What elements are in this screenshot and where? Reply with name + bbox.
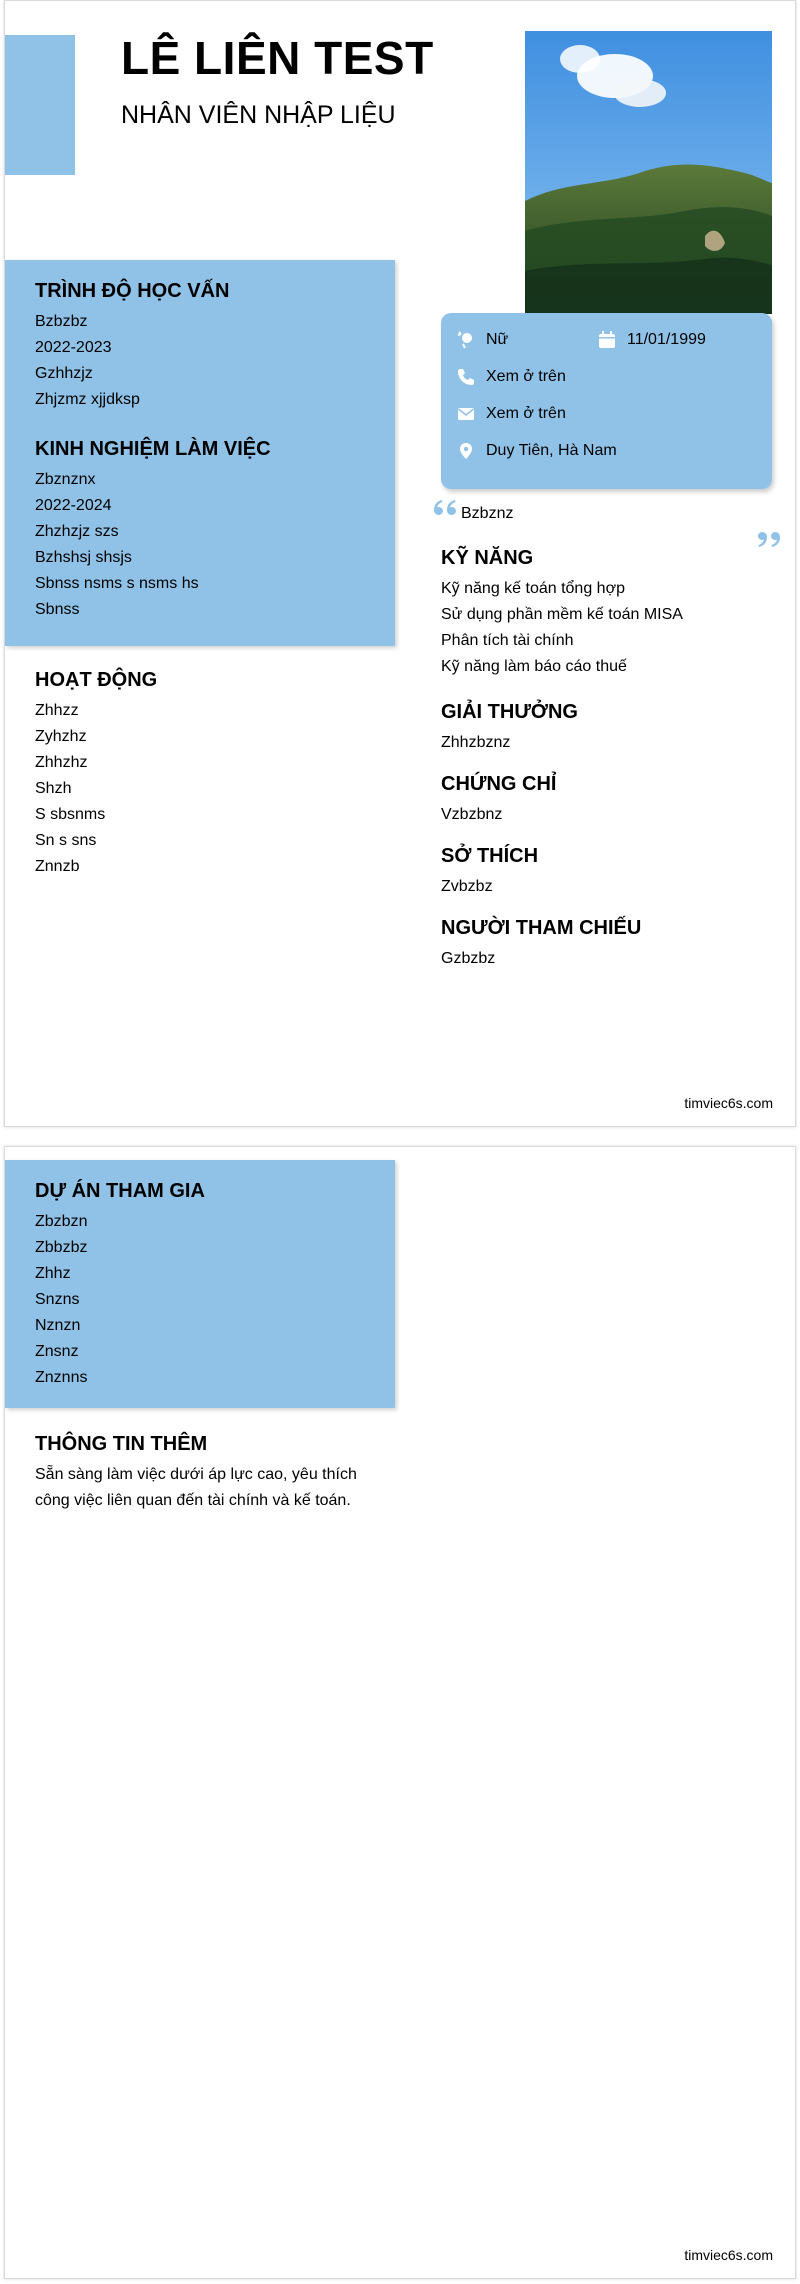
skills-section xyxy=(441,547,683,680)
phone-value: Xem ở trên xyxy=(486,368,566,385)
skill-line: Sử dụng phần mềm kế toán MISA xyxy=(441,606,683,623)
activity-line: Znnzb xyxy=(35,858,80,875)
certificates-section xyxy=(441,773,556,828)
job-title: NHÂN VIÊN NHẬP LIỆU xyxy=(121,101,396,129)
project-line: Nznzn xyxy=(35,1317,81,1334)
footer-brand: timviec6s.com xyxy=(684,2247,773,2263)
calendar-icon xyxy=(598,331,616,349)
activity-line: Sn s sns xyxy=(35,832,97,849)
skills-title: KỸ NĂNG xyxy=(441,547,534,569)
hobbies-section xyxy=(441,845,538,900)
experience-line: Sbnss xyxy=(35,601,80,618)
additional-info-line: Sẵn sàng làm việc dưới áp lực cao, yêu thích xyxy=(35,1466,357,1483)
address-value: Duy Tiên, Hà Nam xyxy=(486,442,617,459)
experience-line: Sbnss nsms s nsms hs xyxy=(35,575,199,592)
additional-info-section xyxy=(35,1433,357,1514)
email-icon xyxy=(457,405,475,423)
education-section xyxy=(35,280,229,413)
header-accent-block xyxy=(5,35,75,175)
hobby-line: Zvbzbz xyxy=(441,878,493,895)
phone-icon xyxy=(457,368,475,386)
awards-section xyxy=(441,701,578,756)
education-line: Bzbzbz xyxy=(35,313,88,330)
experience-line: Zbznznx xyxy=(35,471,96,488)
skill-line: Phân tích tài chính xyxy=(441,632,574,649)
certificates-title: CHỨNG CHỈ xyxy=(441,773,557,795)
references-section xyxy=(441,917,641,972)
additional-info-line: công việc liên quan đến tài chính và kế toán. xyxy=(35,1492,351,1509)
additional-info-title: THÔNG TIN THÊM xyxy=(35,1433,208,1455)
award-line: Zhhzbznz xyxy=(441,734,511,751)
project-line: Znznns xyxy=(35,1369,88,1386)
activity-line: Zyhzhz xyxy=(35,728,87,745)
education-line: Gzhhzjz xyxy=(35,365,93,382)
project-line: Zbzbzn xyxy=(35,1213,88,1230)
gender-item xyxy=(457,331,508,349)
activities-section xyxy=(35,669,157,880)
profile-photo xyxy=(525,31,772,314)
experience-section xyxy=(35,438,271,623)
projects-section xyxy=(35,1180,205,1391)
skill-line: Kỹ năng làm báo cáo thuế xyxy=(441,658,627,675)
quote-open-icon xyxy=(433,498,457,523)
quote-text: Bzbznz xyxy=(461,505,514,522)
email-value: Xem ở trên xyxy=(486,405,566,422)
education-line: 2022-2023 xyxy=(35,339,112,356)
references-title: NGƯỜI THAM CHIẾU xyxy=(441,917,642,939)
experience-line: Zhzhzjz szs xyxy=(35,523,119,540)
education-title: TRÌNH ĐỘ HỌC VẤN xyxy=(35,280,230,302)
experience-line: Bzhshsj shsjs xyxy=(35,549,132,566)
projects-panel xyxy=(5,1160,395,1408)
education-experience-panel xyxy=(5,260,395,646)
phone-item xyxy=(457,368,566,386)
experience-line: 2022-2024 xyxy=(35,497,112,514)
hobbies-title: SỞ THÍCH xyxy=(441,845,539,867)
awards-title: GIẢI THƯỞNG xyxy=(441,701,578,723)
project-line: Zhhz xyxy=(35,1265,71,1282)
experience-title: KINH NGHIỆM LÀM VIỆC xyxy=(35,438,271,460)
cv-page-2 xyxy=(4,1146,796,2279)
candidate-name: LÊ LIÊN TEST xyxy=(121,32,434,84)
project-line: Znsnz xyxy=(35,1343,79,1360)
activity-line: Shzh xyxy=(35,780,72,797)
gender-value: Nữ xyxy=(486,331,509,348)
activity-line: Zhhzhz xyxy=(35,754,88,771)
reference-line: Gzbzbz xyxy=(441,950,496,967)
footer-brand: timviec6s.com xyxy=(684,1095,773,1111)
activity-line: Zhhzz xyxy=(35,702,79,719)
birthday-value: 11/01/1999 xyxy=(627,331,706,348)
birthday-item xyxy=(598,331,706,349)
education-line: Zhjzmz xjjdksp xyxy=(35,391,140,408)
address-item xyxy=(457,442,617,460)
contact-panel xyxy=(441,313,772,489)
project-line: Zbbzbz xyxy=(35,1239,88,1256)
skill-line: Kỹ năng kế toán tổng hợp xyxy=(441,580,625,597)
certificate-line: Vzbzbnz xyxy=(441,806,503,823)
projects-title: DỰ ÁN THAM GIA xyxy=(35,1180,205,1202)
activities-title: HOẠT ĐỘNG xyxy=(35,669,158,691)
gender-icon xyxy=(457,331,475,349)
cv-page-1 xyxy=(4,0,796,1127)
project-line: Snzns xyxy=(35,1291,80,1308)
quote-close-icon xyxy=(757,529,781,554)
email-item xyxy=(457,405,566,423)
location-icon xyxy=(457,442,475,460)
activity-line: S sbsnms xyxy=(35,806,106,823)
